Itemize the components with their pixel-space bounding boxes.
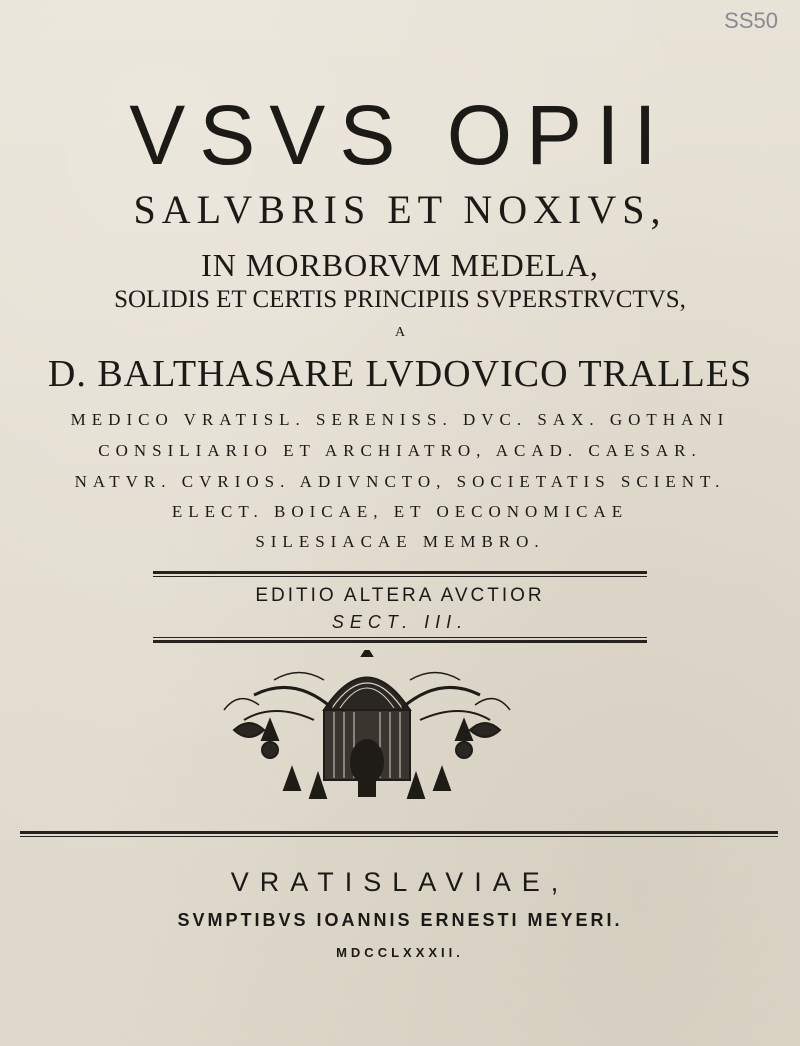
- library-shelfmark: SS50: [724, 8, 778, 33]
- imprint-year: MDCCLXXXII.: [336, 945, 464, 960]
- title-main: VSVS OPII: [129, 88, 671, 182]
- imprint-place: VRATISLAVIAE,: [230, 867, 570, 897]
- rule-thick: [20, 831, 778, 834]
- rule-thick: [153, 571, 647, 574]
- author-name: D. BALTHASARE LVDOVICO TRALLES: [47, 353, 753, 395]
- title-line-2: SALVBRIS ET NOXIVS,: [133, 187, 667, 232]
- title-line-4: SOLIDIS ET CERTIS PRINCIPIIS SVPERSTRVCTVS,: [114, 286, 686, 313]
- author-descriptor-line: CONSILIARIO ET ARCHIATRO, ACAD. CAESAR.: [98, 441, 702, 460]
- rule-thin: [153, 637, 647, 638]
- title-line-3: IN MORBORVM MEDELA,: [201, 247, 599, 283]
- author-descriptor-line: ELECT. BOICAE, ET OECONOMICAE: [171, 502, 629, 521]
- imprint-printer: SVMPTIBVS IOANNIS ERNESTI MEYERI.: [177, 910, 623, 930]
- edition-label: EDITIO ALTERA AVCTIOR: [255, 585, 545, 606]
- printers-ornament: [214, 650, 520, 808]
- author-descriptor-line: SILESIACAE MEMBRO.: [255, 532, 545, 551]
- rule-thin: [153, 576, 647, 577]
- title-preposition: A: [394, 325, 406, 340]
- author-descriptor-line: NATVR. CVRIOS. ADIVNCTO, SOCIETATIS SCIENT.: [74, 472, 726, 491]
- section-label: SECT. III.: [331, 612, 469, 632]
- rule-thin: [20, 836, 778, 837]
- rule-thick: [153, 640, 647, 643]
- author-descriptor-line: MEDICO VRATISL. SERENISS. DVC. SAX. GOTHANI: [70, 410, 730, 429]
